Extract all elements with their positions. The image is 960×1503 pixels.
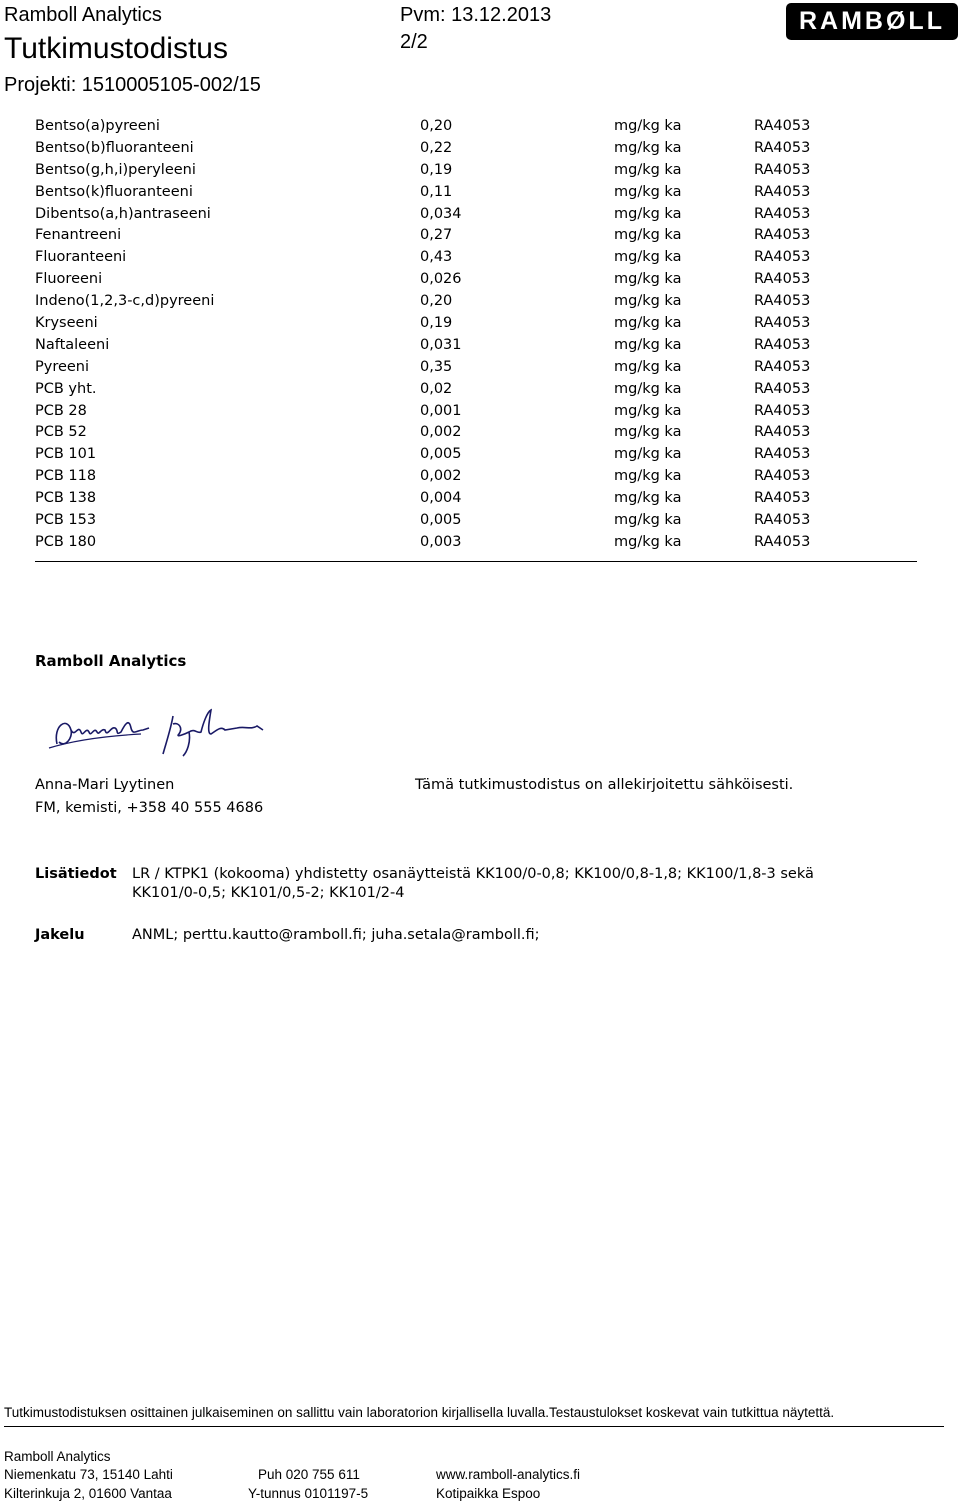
results-table xyxy=(35,116,917,554)
footer-website-link[interactable]: www.ramboll-analytics.fi xyxy=(436,1467,581,1482)
logo-text: RAMBØLL xyxy=(799,7,945,35)
additional-info-line-1: LR / KTPK1 (kokooma) yhdistetty osanäytteistä KK100/0-0,8; KK100/0,8-1,8; KK100/1,8-3 sekä xyxy=(132,866,814,882)
table-row xyxy=(35,401,917,423)
method-code: RA4053 xyxy=(754,533,811,550)
electronic-signature-note: Tämä tutkimustodistus on allekirjoitettu sähköisesti. xyxy=(415,777,794,793)
analyte-name: Fluoreeni xyxy=(35,271,103,288)
table-row xyxy=(35,182,917,204)
method-code: RA4053 xyxy=(754,161,811,178)
footer-phone: Puh 020 755 611 xyxy=(258,1467,360,1482)
method-code: RA4053 xyxy=(754,402,811,419)
analyte-name: Dibentso(a,h)antraseeni xyxy=(35,205,211,222)
result-value: 0,031 xyxy=(420,336,462,353)
header-company: Ramboll Analytics xyxy=(4,4,162,26)
footer-company: Ramboll Analytics xyxy=(4,1449,111,1464)
result-unit: mg/kg ka xyxy=(614,315,682,332)
table-row xyxy=(35,488,917,510)
publication-notice: Tutkimustodistuksen osittainen julkaiseminen on sallittu vain laboratorion kirjallisella luvalla.Testaustulokset koskevat vain tutkittua näytettä. xyxy=(4,1405,835,1420)
analyte-name: Bentso(k)fluoranteeni xyxy=(35,183,193,200)
result-value: 0,43 xyxy=(420,249,453,266)
result-unit: mg/kg ka xyxy=(614,249,682,266)
table-row xyxy=(35,269,917,291)
footer-business-id: Y-tunnus 0101197-5 xyxy=(248,1486,369,1501)
result-unit: mg/kg ka xyxy=(614,424,682,441)
additional-info-label: Lisätiedot xyxy=(35,866,117,882)
result-value: 0,27 xyxy=(420,227,453,244)
analyte-name: PCB 138 xyxy=(35,490,97,507)
footer-address-vantaa: Kilterinkuja 2, 01600 Vantaa xyxy=(4,1486,172,1501)
analyte-name: Kryseeni xyxy=(35,315,98,332)
table-row xyxy=(35,247,917,269)
method-code: RA4053 xyxy=(754,139,811,156)
analyte-name: Bentso(a)pyreeni xyxy=(35,118,160,134)
analyte-name: PCB 101 xyxy=(35,446,97,463)
method-code: RA4053 xyxy=(754,249,811,266)
result-unit: mg/kg ka xyxy=(614,271,682,288)
result-unit: mg/kg ka xyxy=(614,380,682,397)
result-unit: mg/kg ka xyxy=(614,468,682,485)
document-title: Tutkimustodistus xyxy=(4,32,228,65)
analyte-name: Indeno(1,2,3-c,d)pyreeni xyxy=(35,293,215,310)
page-number: 2/2 xyxy=(400,31,428,53)
table-row xyxy=(35,466,917,488)
result-value: 0,11 xyxy=(420,183,453,200)
result-value: 0,35 xyxy=(420,358,453,375)
analyte-name: Naftaleeni xyxy=(35,336,110,353)
analyte-name: Bentso(g,h,i)peryleeni xyxy=(35,161,196,178)
method-code: RA4053 xyxy=(754,446,811,463)
footer-address-lahti: Niemenkatu 73, 15140 Lahti xyxy=(4,1467,173,1482)
result-unit: mg/kg ka xyxy=(614,293,682,310)
footer-divider xyxy=(4,1426,944,1427)
distribution-list: ANML; perttu.kautto@ramboll.fi; juha.setala@ramboll.fi; xyxy=(132,927,540,943)
method-code: RA4053 xyxy=(754,183,811,200)
analyte-name: Fluoranteeni xyxy=(35,249,127,266)
result-unit: mg/kg ka xyxy=(614,205,682,222)
additional-info-line-2: KK101/0-0,5; KK101/0,5-2; KK101/2-4 xyxy=(132,885,405,901)
table-row xyxy=(35,510,917,532)
analyte-name: PCB 180 xyxy=(35,533,97,550)
result-value: 0,026 xyxy=(420,271,462,288)
result-value: 0,19 xyxy=(420,315,453,332)
result-unit: mg/kg ka xyxy=(614,336,682,353)
method-code: RA4053 xyxy=(754,512,811,529)
method-code: RA4053 xyxy=(754,490,811,507)
table-row xyxy=(35,444,917,466)
table-row xyxy=(35,335,917,357)
result-value: 0,20 xyxy=(420,118,453,134)
project-number: Projekti: 1510005105-002/15 xyxy=(4,74,261,96)
analyte-name: Bentso(b)fluoranteeni xyxy=(35,139,194,156)
analyte-name: PCB 52 xyxy=(35,424,87,441)
result-unit: mg/kg ka xyxy=(614,402,682,419)
ramboll-logo xyxy=(786,3,958,40)
distribution-label: Jakelu xyxy=(35,927,85,943)
table-row xyxy=(35,160,917,182)
signature-company: Ramboll Analytics xyxy=(35,652,187,670)
document-date: Pvm: 13.12.2013 xyxy=(400,4,552,26)
analyte-name: PCB 153 xyxy=(35,512,97,529)
result-unit: mg/kg ka xyxy=(614,118,682,134)
result-unit: mg/kg ka xyxy=(614,446,682,463)
result-value: 0,002 xyxy=(420,424,462,441)
result-unit: mg/kg ka xyxy=(614,183,682,200)
result-value: 0,002 xyxy=(420,468,462,485)
table-row xyxy=(35,379,917,401)
table-row xyxy=(35,291,917,313)
handwritten-signature xyxy=(45,704,270,759)
analyte-name: Pyreeni xyxy=(35,358,90,375)
result-value: 0,004 xyxy=(420,490,462,507)
result-value: 0,005 xyxy=(420,512,462,529)
method-code: RA4053 xyxy=(754,468,811,485)
result-value: 0,001 xyxy=(420,402,462,419)
analyte-name: PCB yht. xyxy=(35,380,97,397)
result-value: 0,003 xyxy=(420,533,462,550)
method-code: RA4053 xyxy=(754,227,811,244)
analyte-name: PCB 28 xyxy=(35,402,87,419)
table-row xyxy=(35,225,917,247)
signer-name: Anna-Mari Lyytinen xyxy=(35,777,175,793)
result-unit: mg/kg ka xyxy=(614,533,682,550)
result-value: 0,005 xyxy=(420,446,462,463)
footer-domicile: Kotipaikka Espoo xyxy=(436,1486,541,1501)
table-row xyxy=(35,357,917,379)
result-value: 0,20 xyxy=(420,293,453,310)
table-bottom-rule xyxy=(35,561,917,562)
analyte-name: PCB 118 xyxy=(35,468,97,485)
result-unit: mg/kg ka xyxy=(614,512,682,529)
result-value: 0,034 xyxy=(420,205,462,222)
method-code: RA4053 xyxy=(754,358,811,375)
method-code: RA4053 xyxy=(754,293,811,310)
method-code: RA4053 xyxy=(754,315,811,332)
method-code: RA4053 xyxy=(754,380,811,397)
result-unit: mg/kg ka xyxy=(614,139,682,156)
method-code: RA4053 xyxy=(754,424,811,441)
method-code: RA4053 xyxy=(754,118,811,134)
table-row xyxy=(35,138,917,160)
result-unit: mg/kg ka xyxy=(614,227,682,244)
signer-title: FM, kemisti, +358 40 555 4686 xyxy=(35,800,264,816)
result-value: 0,22 xyxy=(420,139,453,156)
table-row xyxy=(35,313,917,335)
result-unit: mg/kg ka xyxy=(614,490,682,507)
analyte-name: Fenantreeni xyxy=(35,227,122,244)
table-row xyxy=(35,422,917,444)
result-unit: mg/kg ka xyxy=(614,358,682,375)
table-row xyxy=(35,532,917,554)
table-row xyxy=(35,116,917,138)
result-value: 0,19 xyxy=(420,161,453,178)
table-row xyxy=(35,204,917,226)
method-code: RA4053 xyxy=(754,336,811,353)
method-code: RA4053 xyxy=(754,205,811,222)
method-code: RA4053 xyxy=(754,271,811,288)
result-value: 0,02 xyxy=(420,380,453,397)
result-unit: mg/kg ka xyxy=(614,161,682,178)
